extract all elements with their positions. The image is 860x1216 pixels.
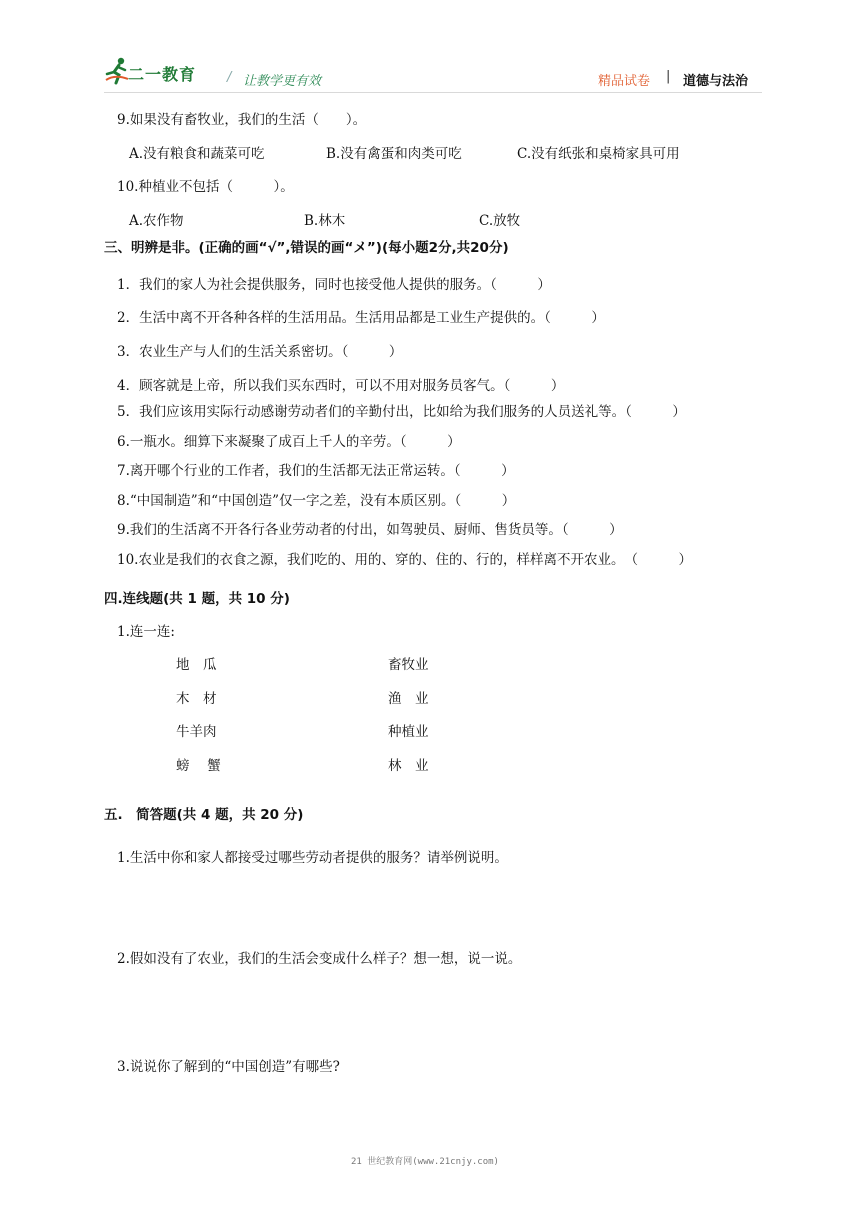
short-q3: 3.说说你了解到的“中国创造”有哪些? xyxy=(117,1059,340,1075)
match-right-item: 种植业 xyxy=(388,724,429,740)
tf-item: 1．我们的家人为社会提供服务，同时也接受他人提供的服务。（ ） xyxy=(117,277,551,293)
header-quality-label: 精品试卷 xyxy=(598,74,651,89)
match-right-item: 畜牧业 xyxy=(388,657,429,673)
short-q1: 1.生活中你和家人都接受过哪些劳动者提供的服务？请举例说明。 xyxy=(117,850,508,866)
match-left-item: 木 材 xyxy=(176,691,217,707)
match-left-item: 地 瓜 xyxy=(176,657,217,673)
mc-q9-option-a: A.没有粮食和蔬菜可吃 xyxy=(129,146,265,162)
tf-item: 5．我们应该用实际行动感谢劳动者们的辛勤付出，比如给为我们服务的人员送礼等。（ ） xyxy=(117,404,686,420)
short-q2: 2.假如没有了农业，我们的生活会变成什么样子？想一想，说一说。 xyxy=(117,951,522,967)
mc-q9-option-c: C.没有纸张和桌椅家具可用 xyxy=(517,146,680,162)
tf-item: 3．农业生产与人们的生活关系密切。（ ） xyxy=(117,344,403,360)
brand-logo xyxy=(104,56,224,88)
tf-item: 8.“中国制造”和“中国创造”仅一字之差，没有本质区别。（ ） xyxy=(117,493,516,509)
header-rule xyxy=(104,92,762,93)
mc-q10-option-c: C.放牧 xyxy=(479,213,521,229)
match-left-item: 螃 蟹 xyxy=(176,758,221,774)
tf-item: 2．生活中离不开各种各样的生活用品。生活用品都是工业生产提供的。（ ） xyxy=(117,310,605,326)
short-section-title: 五. 简答题(共 4 题，共 20 分) xyxy=(104,807,304,823)
mc-q10-option-a: A.农作物 xyxy=(129,213,184,229)
mc-q10-stem: 10.种植业不包括（ ）。 xyxy=(117,179,294,195)
header-divider: | xyxy=(666,69,671,84)
tf-section-title: 三、明辨是非。(正确的画“√”,错误的画“メ”)(每小题2分,共20分) xyxy=(104,240,509,256)
tf-item: 7.离开哪个行业的工作者，我们的生活都无法正常运转。（ ） xyxy=(117,463,515,479)
header-divider-slash: / xyxy=(227,70,232,85)
match-left-item: 牛羊肉 xyxy=(176,724,217,740)
mc-q9-option-b: B.没有禽蛋和肉类可吃 xyxy=(326,146,462,162)
page-footer: 21 世纪教育网(www.21cnjy.com) xyxy=(351,1157,499,1167)
header-slogan: 让教学更有效 xyxy=(243,74,322,89)
runner-logo-icon xyxy=(104,56,130,86)
tf-item: 6.一瓶水。细算下来凝聚了成百上千人的辛劳。（ ） xyxy=(117,434,461,450)
mc-q9-stem: 9.如果没有畜牧业，我们的生活（ ）。 xyxy=(117,112,367,128)
tf-item: 4．顾客就是上帝，所以我们买东西时，可以不用对服务员客气。（ ） xyxy=(117,378,565,394)
match-section-title: 四.连线题(共 1 题，共 10 分) xyxy=(104,591,290,607)
header-subject: 道德与法治 xyxy=(683,74,749,89)
match-right-item: 林 业 xyxy=(388,758,429,774)
mc-q10-option-b: B.林木 xyxy=(304,213,346,229)
match-right-item: 渔 业 xyxy=(388,691,429,707)
match-prompt: 1.连一连: xyxy=(117,624,175,640)
tf-item: 10.农业是我们的衣食之源，我们吃的、用的、穿的、住的、行的，样样离不开农业。 （ ） xyxy=(117,552,692,568)
logo-text: 二一教育 xyxy=(128,65,197,84)
tf-item: 9.我们的生活离不开各行各业劳动者的付出，如驾驶员、厨师、售货员等。（ ） xyxy=(117,522,623,538)
